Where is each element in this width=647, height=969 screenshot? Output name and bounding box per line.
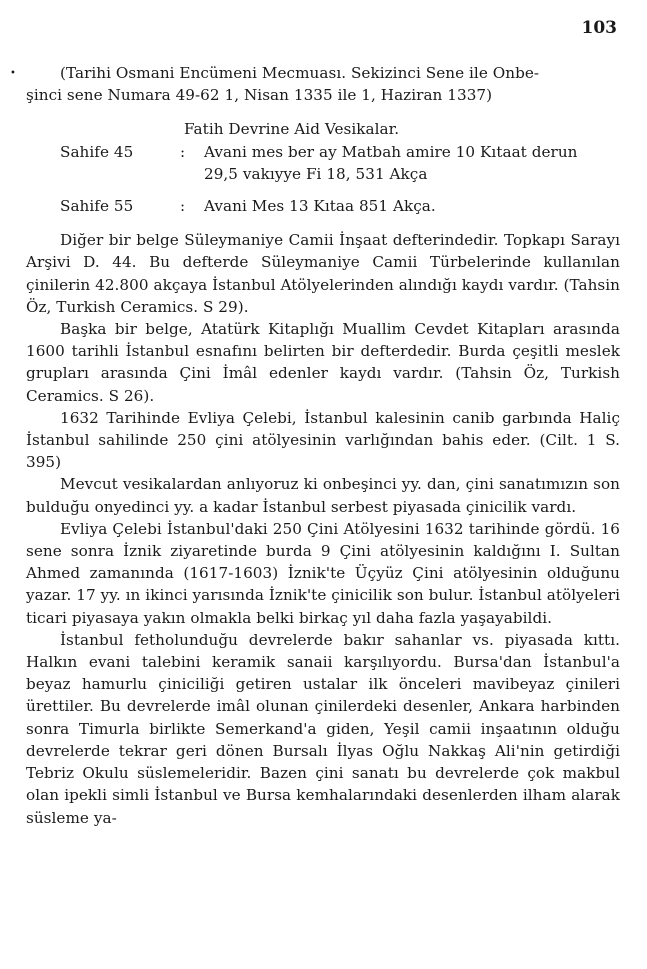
entry-colon: : bbox=[180, 142, 186, 161]
entry-value bbox=[204, 141, 620, 185]
entry-line: Avani Mes 13 Kıtaa 851 Akça. bbox=[204, 197, 436, 216]
entry-label: Sahife 55 bbox=[60, 197, 134, 216]
source-note-line-2: şinci sene Numara 49-62 1, Nisan 1335 ile 1, Haziran 1337) bbox=[26, 86, 493, 105]
entry-line: 29,5 vakıyye Fi 18, 531 Akça bbox=[204, 164, 428, 183]
paragraph: İstanbul fetholunduğu devrelerde bakır sahanlar vs. piyasada kıttı. Halkın evani talebini keramik sanaii karşılıyordu. Bursa'dan İstanbul'a beyaz hamurlu çiniciliği getiren ustalar ilk önceleri mavibeyaz çinileri ürettiler. Bu devrelerde imâl olunan çinilerdeki desenler, Ankara harbinden sonra Timurla birlikte Semerkand'a giden, Yeşil camii inşaatının olduğu devrelerde tekrar geri dönen Bursalı İlyas Oğlu Nakkaş Ali'nin getirdiği Tebriz Okulu süslemeleridir. Bazen çini sanatı bu devrelerde çok makbul olan ipekli simli İstanbul ve Bursa kemhalarındaki desenlerden ilham alarak süsleme ya- bbox=[26, 630, 620, 827]
page-body bbox=[26, 62, 620, 829]
body-paragraphs bbox=[26, 229, 620, 828]
entry-line: Avani mes ber ay Matbah amire 10 Kıtaat derun bbox=[204, 142, 578, 161]
paragraph: Diğer bir belge Süleymaniye Camii İnşaat defterindedir. Topkapı Sarayı Arşivi D. 44. Bu defterde Süleymaniye Camii Türbelerinde kullanılan çinilerin 42.800 akçaya İstanbul Atölyelerinden alındığı kaydı vardır. (Tahsin Öz, Turkish Ceramics. S 29). bbox=[26, 231, 620, 316]
fatih-heading: Fatih Devrine Aid Vesikalar. bbox=[184, 120, 400, 139]
entry-value bbox=[204, 195, 620, 217]
paragraph: Başka bir belge, Atatürk Kitaplığı Muallim Cevdet Kitapları arasında 1600 tarihli İstanbul esnafını belirten bir defterdedir. Burda çeşitli meslek grupları arasında Çini İmâl edenler kaydı vardır. (Tahsin Öz, Turkish Ceramics. S 26). bbox=[26, 320, 620, 405]
margin-mark: • bbox=[10, 68, 16, 79]
page-number: 103 bbox=[581, 18, 617, 38]
source-note-line-1: (Tarihi Osmani Encümeni Mecmuası. Sekizinci Sene ile Onbe- bbox=[60, 64, 540, 82]
entry-colon: : bbox=[180, 197, 186, 216]
entry-row bbox=[26, 195, 620, 217]
entry-label: Sahife 45 bbox=[60, 142, 134, 161]
fatih-records bbox=[26, 118, 620, 217]
source-note bbox=[26, 62, 620, 106]
paragraph: Mevcut vesikalardan anlıyoruz ki onbeşinci yy. dan, çini sanatımızın son bulduğu onyedinci yy. a kadar İstanbul serbest piyasada çinicilik vardı. bbox=[26, 475, 620, 516]
paragraph: Evliya Çelebi İstanbul'daki 250 Çini Atölyesini 1632 tarihinde gördü. 16 sene sonra İznik ziyaretinde burda 9 Çini atölyesinin kaldığını I. Sultan Ahmed zamanında (1617-1603) İznik'te Üçyüz Çini atölyesinin olduğunu yazar. 17 yy. ın ikinci yarısında İznik'te çinicilik son bulur. İstanbul atölyeleri ticari piyasaya yakın olmakla belki birkaç yıl daha fazla yaşayabildi. bbox=[26, 519, 620, 627]
entry-row bbox=[26, 141, 620, 185]
paragraph: 1632 Tarihinde Evliya Çelebi, İstanbul kalesinin canib garbında Haliç İstanbul sahilinde 250 çini atölyesinin varlığından bahis eder. (Cilt. 1 S. 395) bbox=[26, 408, 620, 472]
